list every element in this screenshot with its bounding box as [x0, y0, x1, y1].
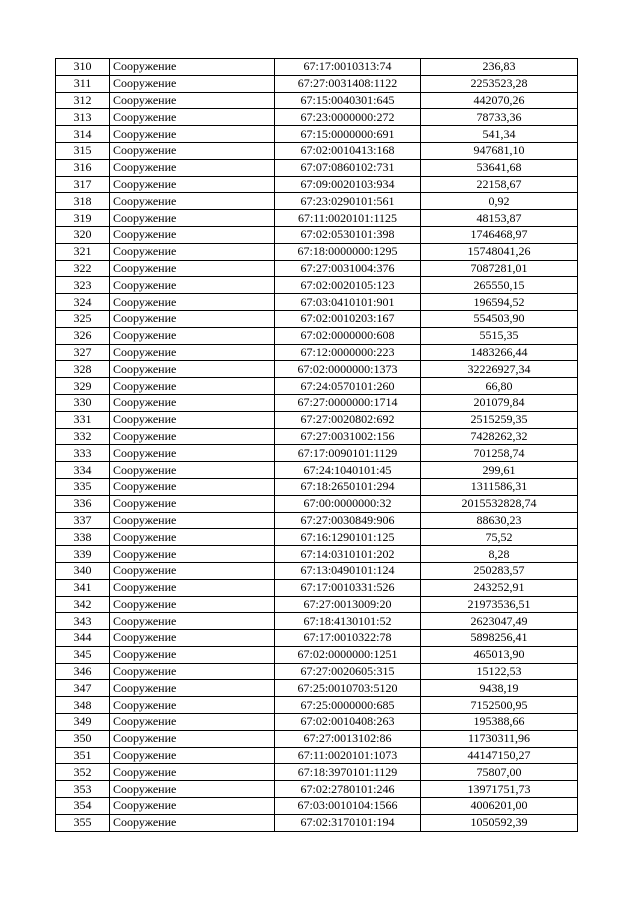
row-number-cell: 325 — [56, 310, 110, 327]
value-cell: 541,34 — [421, 126, 578, 143]
row-number-cell: 321 — [56, 243, 110, 260]
object-type-cell: Сооружение — [110, 361, 275, 378]
cadastral-number-cell: 67:27:0031408:1122 — [275, 75, 421, 92]
table-row — [56, 260, 578, 277]
value-cell: 66,80 — [421, 378, 578, 395]
cadastral-number-cell: 67:15:0000000:691 — [275, 126, 421, 143]
cadastral-number-cell: 67:02:0000000:608 — [275, 327, 421, 344]
table-row — [56, 462, 578, 479]
row-number-cell: 324 — [56, 294, 110, 311]
table-row — [56, 546, 578, 563]
cadastral-number-cell: 67:27:0030849:906 — [275, 512, 421, 529]
cadastral-number-cell: 67:25:0000000:685 — [275, 697, 421, 714]
cadastral-number-cell: 67:18:0000000:1295 — [275, 243, 421, 260]
value-cell: 7152500,95 — [421, 697, 578, 714]
value-cell: 250283,57 — [421, 562, 578, 579]
row-number-cell: 343 — [56, 613, 110, 630]
cadastral-number-cell: 67:17:0010322:78 — [275, 630, 421, 647]
value-cell: 48153,87 — [421, 210, 578, 227]
table-row — [56, 529, 578, 546]
cadastral-number-cell: 67:27:0020802:692 — [275, 411, 421, 428]
row-number-cell: 335 — [56, 478, 110, 495]
table-row — [56, 428, 578, 445]
value-cell: 2515259,35 — [421, 411, 578, 428]
cadastral-number-cell: 67:15:0040301:645 — [275, 92, 421, 109]
row-number-cell: 312 — [56, 92, 110, 109]
object-type-cell: Сооружение — [110, 411, 275, 428]
row-number-cell: 352 — [56, 764, 110, 781]
table-row — [56, 159, 578, 176]
table-row — [56, 92, 578, 109]
table-row — [56, 142, 578, 159]
table-row — [56, 630, 578, 647]
object-type-cell: Сооружение — [110, 562, 275, 579]
row-number-cell: 326 — [56, 327, 110, 344]
cadastral-number-cell: 67:24:0570101:260 — [275, 378, 421, 395]
row-number-cell: 353 — [56, 781, 110, 798]
object-type-cell: Сооружение — [110, 781, 275, 798]
row-number-cell: 354 — [56, 798, 110, 815]
table-row — [56, 327, 578, 344]
object-type-cell: Сооружение — [110, 445, 275, 462]
table-row — [56, 714, 578, 731]
row-number-cell: 349 — [56, 714, 110, 731]
cadastral-number-cell: 67:12:0000000:223 — [275, 344, 421, 361]
table-row — [56, 411, 578, 428]
cadastral-number-cell: 67:24:1040101:45 — [275, 462, 421, 479]
value-cell: 78733,36 — [421, 109, 578, 126]
value-cell: 11730311,96 — [421, 730, 578, 747]
row-number-cell: 336 — [56, 495, 110, 512]
row-number-cell: 320 — [56, 226, 110, 243]
table-row — [56, 193, 578, 210]
value-cell: 2015532828,74 — [421, 495, 578, 512]
cadastral-number-cell: 67:27:0000000:1714 — [275, 394, 421, 411]
value-cell: 947681,10 — [421, 142, 578, 159]
object-type-cell: Сооружение — [110, 579, 275, 596]
cadastral-number-cell: 67:23:0000000:272 — [275, 109, 421, 126]
value-cell: 201079,84 — [421, 394, 578, 411]
cadastral-number-cell: 67:02:0000000:1373 — [275, 361, 421, 378]
table-row — [56, 613, 578, 630]
value-cell: 13971751,73 — [421, 781, 578, 798]
value-cell: 1746468,97 — [421, 226, 578, 243]
cadastral-number-cell: 67:09:0020103:934 — [275, 176, 421, 193]
value-cell: 243252,91 — [421, 579, 578, 596]
value-cell: 1050592,39 — [421, 814, 578, 831]
cadastral-number-cell: 67:14:0310101:202 — [275, 546, 421, 563]
object-type-cell: Сооружение — [110, 92, 275, 109]
value-cell: 554503,90 — [421, 310, 578, 327]
row-number-cell: 329 — [56, 378, 110, 395]
object-type-cell: Сооружение — [110, 126, 275, 143]
table-row — [56, 512, 578, 529]
value-cell: 0,92 — [421, 193, 578, 210]
cadastral-number-cell: 67:03:0410101:901 — [275, 294, 421, 311]
object-type-cell: Сооружение — [110, 310, 275, 327]
cadastral-number-cell: 67:27:0020605:315 — [275, 663, 421, 680]
table-row — [56, 814, 578, 831]
row-number-cell: 341 — [56, 579, 110, 596]
row-number-cell: 347 — [56, 680, 110, 697]
object-type-cell: Сооружение — [110, 159, 275, 176]
table-row — [56, 75, 578, 92]
row-number-cell: 345 — [56, 646, 110, 663]
table-row — [56, 344, 578, 361]
object-type-cell: Сооружение — [110, 764, 275, 781]
row-number-cell: 313 — [56, 109, 110, 126]
cadastral-number-cell: 67:02:3170101:194 — [275, 814, 421, 831]
cadastral-number-cell: 67:07:0860102:731 — [275, 159, 421, 176]
table-row — [56, 310, 578, 327]
object-type-cell: Сооружение — [110, 814, 275, 831]
cadastral-number-cell: 67:02:0010408:263 — [275, 714, 421, 731]
table-row — [56, 579, 578, 596]
value-cell: 32226927,34 — [421, 361, 578, 378]
object-type-cell: Сооружение — [110, 546, 275, 563]
table-row — [56, 394, 578, 411]
value-cell: 465013,90 — [421, 646, 578, 663]
row-number-cell: 328 — [56, 361, 110, 378]
value-cell: 265550,15 — [421, 277, 578, 294]
row-number-cell: 338 — [56, 529, 110, 546]
table-row — [56, 243, 578, 260]
object-type-cell: Сооружение — [110, 394, 275, 411]
row-number-cell: 334 — [56, 462, 110, 479]
object-type-cell: Сооружение — [110, 327, 275, 344]
cadastral-number-cell: 67:25:0010703:5120 — [275, 680, 421, 697]
table-row — [56, 109, 578, 126]
object-type-cell: Сооружение — [110, 176, 275, 193]
object-type-cell: Сооружение — [110, 462, 275, 479]
cadastral-number-cell: 67:16:1290101:125 — [275, 529, 421, 546]
value-cell: 88630,23 — [421, 512, 578, 529]
table-row — [56, 361, 578, 378]
value-cell: 15122,53 — [421, 663, 578, 680]
row-number-cell: 331 — [56, 411, 110, 428]
row-number-cell: 323 — [56, 277, 110, 294]
table-row — [56, 495, 578, 512]
value-cell: 2623047,49 — [421, 613, 578, 630]
object-type-cell: Сооружение — [110, 730, 275, 747]
cadastral-number-cell: 67:27:0031004:376 — [275, 260, 421, 277]
object-type-cell: Сооружение — [110, 663, 275, 680]
table-row — [56, 747, 578, 764]
object-type-cell: Сооружение — [110, 747, 275, 764]
cadastral-number-cell: 67:02:0020105:123 — [275, 277, 421, 294]
table-row — [56, 126, 578, 143]
object-type-cell: Сооружение — [110, 75, 275, 92]
table-row — [56, 277, 578, 294]
object-type-cell: Сооружение — [110, 613, 275, 630]
object-type-cell: Сооружение — [110, 630, 275, 647]
register-table-body — [56, 59, 578, 832]
cadastral-number-cell: 67:18:4130101:52 — [275, 613, 421, 630]
row-number-cell: 337 — [56, 512, 110, 529]
object-type-cell: Сооружение — [110, 646, 275, 663]
row-number-cell: 351 — [56, 747, 110, 764]
value-cell: 7428262,32 — [421, 428, 578, 445]
object-type-cell: Сооружение — [110, 260, 275, 277]
cadastral-number-cell: 67:13:0490101:124 — [275, 562, 421, 579]
row-number-cell: 315 — [56, 142, 110, 159]
table-row — [56, 764, 578, 781]
table-row — [56, 210, 578, 227]
row-number-cell: 319 — [56, 210, 110, 227]
value-cell: 2253523,28 — [421, 75, 578, 92]
value-cell: 22158,67 — [421, 176, 578, 193]
value-cell: 5515,35 — [421, 327, 578, 344]
object-type-cell: Сооружение — [110, 243, 275, 260]
row-number-cell: 332 — [56, 428, 110, 445]
object-type-cell: Сооружение — [110, 210, 275, 227]
table-row — [56, 378, 578, 395]
row-number-cell: 342 — [56, 596, 110, 613]
cadastral-number-cell: 67:02:2780101:246 — [275, 781, 421, 798]
table-row — [56, 697, 578, 714]
row-number-cell: 322 — [56, 260, 110, 277]
object-type-cell: Сооружение — [110, 697, 275, 714]
cadastral-number-cell: 67:23:0290101:561 — [275, 193, 421, 210]
value-cell: 236,83 — [421, 59, 578, 76]
value-cell: 5898256,41 — [421, 630, 578, 647]
value-cell: 299,61 — [421, 462, 578, 479]
row-number-cell: 310 — [56, 59, 110, 76]
row-number-cell: 350 — [56, 730, 110, 747]
cadastral-number-cell: 67:02:0530101:398 — [275, 226, 421, 243]
object-type-cell: Сооружение — [110, 478, 275, 495]
cadastral-number-cell: 67:11:0020101:1073 — [275, 747, 421, 764]
table-row — [56, 596, 578, 613]
table-row — [56, 226, 578, 243]
row-number-cell: 348 — [56, 697, 110, 714]
value-cell: 75,52 — [421, 529, 578, 546]
value-cell: 1311586,31 — [421, 478, 578, 495]
value-cell: 1483266,44 — [421, 344, 578, 361]
cadastral-number-cell: 67:18:3970101:1129 — [275, 764, 421, 781]
table-row — [56, 646, 578, 663]
cadastral-number-cell: 67:02:0000000:1251 — [275, 646, 421, 663]
value-cell: 15748041,26 — [421, 243, 578, 260]
object-type-cell: Сооружение — [110, 798, 275, 815]
object-type-cell: Сооружение — [110, 428, 275, 445]
row-number-cell: 339 — [56, 546, 110, 563]
value-cell: 7087281,01 — [421, 260, 578, 277]
register-table — [55, 58, 578, 832]
table-row — [56, 730, 578, 747]
value-cell: 9438,19 — [421, 680, 578, 697]
table-row — [56, 176, 578, 193]
object-type-cell: Сооружение — [110, 277, 275, 294]
cadastral-number-cell: 67:27:0013009:20 — [275, 596, 421, 613]
row-number-cell: 344 — [56, 630, 110, 647]
table-row — [56, 680, 578, 697]
object-type-cell: Сооружение — [110, 378, 275, 395]
table-row — [56, 294, 578, 311]
cadastral-number-cell: 67:17:0010313:74 — [275, 59, 421, 76]
object-type-cell: Сооружение — [110, 512, 275, 529]
object-type-cell: Сооружение — [110, 714, 275, 731]
row-number-cell: 311 — [56, 75, 110, 92]
value-cell: 21973536,51 — [421, 596, 578, 613]
cadastral-number-cell: 67:27:0031002:156 — [275, 428, 421, 445]
row-number-cell: 346 — [56, 663, 110, 680]
value-cell: 4006201,00 — [421, 798, 578, 815]
value-cell: 44147150,27 — [421, 747, 578, 764]
object-type-cell: Сооружение — [110, 59, 275, 76]
cadastral-number-cell: 67:17:0090101:1129 — [275, 445, 421, 462]
value-cell: 196594,52 — [421, 294, 578, 311]
object-type-cell: Сооружение — [110, 529, 275, 546]
row-number-cell: 330 — [56, 394, 110, 411]
object-type-cell: Сооружение — [110, 226, 275, 243]
cadastral-number-cell: 67:03:0010104:1566 — [275, 798, 421, 815]
object-type-cell: Сооружение — [110, 596, 275, 613]
row-number-cell: 316 — [56, 159, 110, 176]
object-type-cell: Сооружение — [110, 495, 275, 512]
object-type-cell: Сооружение — [110, 344, 275, 361]
object-type-cell: Сооружение — [110, 294, 275, 311]
table-row — [56, 562, 578, 579]
table-row — [56, 59, 578, 76]
value-cell: 195388,66 — [421, 714, 578, 731]
table-row — [56, 663, 578, 680]
cadastral-number-cell: 67:11:0020101:1125 — [275, 210, 421, 227]
object-type-cell: Сооружение — [110, 109, 275, 126]
cadastral-number-cell: 67:17:0010331:526 — [275, 579, 421, 596]
value-cell: 701258,74 — [421, 445, 578, 462]
table-row — [56, 798, 578, 815]
value-cell: 53641,68 — [421, 159, 578, 176]
row-number-cell: 317 — [56, 176, 110, 193]
row-number-cell: 314 — [56, 126, 110, 143]
row-number-cell: 355 — [56, 814, 110, 831]
table-row — [56, 781, 578, 798]
cadastral-number-cell: 67:18:2650101:294 — [275, 478, 421, 495]
row-number-cell: 340 — [56, 562, 110, 579]
row-number-cell: 327 — [56, 344, 110, 361]
object-type-cell: Сооружение — [110, 142, 275, 159]
table-row — [56, 445, 578, 462]
cadastral-number-cell: 67:02:0010203:167 — [275, 310, 421, 327]
value-cell: 442070,26 — [421, 92, 578, 109]
object-type-cell: Сооружение — [110, 680, 275, 697]
cadastral-number-cell: 67:02:0010413:168 — [275, 142, 421, 159]
value-cell: 75807,00 — [421, 764, 578, 781]
row-number-cell: 318 — [56, 193, 110, 210]
cadastral-number-cell: 67:00:0000000:32 — [275, 495, 421, 512]
row-number-cell: 333 — [56, 445, 110, 462]
object-type-cell: Сооружение — [110, 193, 275, 210]
table-row — [56, 478, 578, 495]
value-cell: 8,28 — [421, 546, 578, 563]
cadastral-number-cell: 67:27:0013102:86 — [275, 730, 421, 747]
